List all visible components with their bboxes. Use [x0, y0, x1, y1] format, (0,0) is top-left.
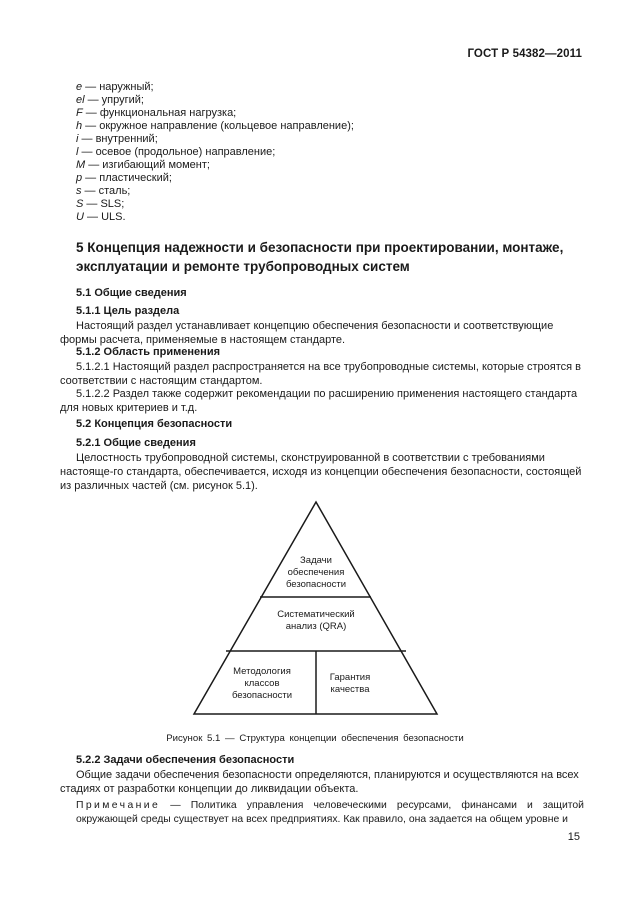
- section-5-1-1-text: Настоящий раздел устанавливает концепцию обеспечения безопасности и соответствующие формы расчета, применяемые в настоящем стандарте.: [60, 320, 554, 346]
- section-5-1-2-heading: 5.1.2 Область применения: [76, 346, 220, 358]
- pyramid-bottom-left-line: Методология: [233, 666, 291, 677]
- symbol-item: el — упругий;: [76, 94, 144, 106]
- section-5-1-1-heading: 5.1.1 Цель раздела: [76, 305, 180, 317]
- pyramid-bottom-right-line: качества: [330, 684, 370, 695]
- section-5-1-2-2-text: 5.1.2.2 Раздел также содержит рекомендации по расширению применения настоящего стандарта для новых критериев и т.д.: [60, 388, 578, 414]
- section-5-2-1-text: Целостность трубопроводной системы, сконструированной в соответствии с требованиями настояще-го стандарта, обеспечивается, исходя из концепции обеспечения безопасности, состоящей из различных частей (см. рисунок 5.1).: [60, 452, 582, 492]
- section-5-1-2-1-text: 5.1.2.1 Настоящий раздел распространяется на все трубопроводные системы, которые строятся в соответствии с настоящим стандартом.: [60, 361, 581, 387]
- symbol-item: U — ULS.: [76, 211, 126, 223]
- symbol-item: l — осевое (продольное) направление;: [76, 146, 276, 158]
- pyramid-bottom-left-line: классов: [244, 678, 280, 689]
- section-5-2-heading: 5.2 Концепция безопасности: [76, 418, 233, 430]
- note-paragraph: [76, 799, 584, 827]
- pyramid-middle-line: анализ (QRA): [285, 621, 347, 632]
- figure-caption: Рисунок 5.1 — Структура концепции обеспечения безопасности: [166, 733, 464, 744]
- symbol-item: s — сталь;: [76, 185, 131, 197]
- document-header: ГОСТ Р 54382—2011: [467, 48, 582, 60]
- section-5-heading: 5 Концепция надежности и безопасности при проектировании, монтаже, эксплуатации и ремонте трубопроводных систем: [76, 240, 564, 274]
- section-5-2-2-heading: 5.2.2 Задачи обеспечения безопасности: [76, 754, 295, 766]
- page-number: 15: [567, 831, 580, 843]
- symbol-item: M — изгибающий момент;: [76, 159, 210, 171]
- pyramid-top-line: безопасности: [285, 579, 347, 590]
- symbol-item: S — SLS;: [76, 198, 125, 210]
- symbol-item: h — окружное направление (кольцевое направление);: [76, 120, 354, 132]
- pyramid-top-line: обеспечения: [287, 567, 345, 578]
- symbol-item: i — внутренний;: [76, 133, 158, 145]
- section-5-2-2-text: Общие задачи обеспечения безопасности определяются, планируются и осуществляются на всех стадиях от разработки концепции до ликвидации объекта.: [60, 769, 579, 795]
- section-5-1-heading: 5.1 Общие сведения: [76, 287, 187, 299]
- symbol-item: p — пластический;: [76, 172, 172, 184]
- symbol-item: F — функциональная нагрузка;: [76, 107, 237, 119]
- symbol-item: e — наружный;: [76, 81, 154, 93]
- pyramid-top-line: Задачи: [300, 555, 332, 566]
- pyramid-bottom-left-line: безопасности: [231, 690, 293, 701]
- note-text: — Политика управления человеческими ресурсами, финансами и защитой окружающей среды существует на всех предприятиях. Как правило, она задается на общем уровне и: [76, 800, 584, 825]
- pyramid-bottom-right-line: Гарантия: [329, 672, 371, 683]
- section-5-2-1-heading: 5.2.1 Общие сведения: [76, 437, 196, 449]
- pyramid-middle-line: Систематический: [277, 609, 355, 620]
- note-label: Примечание: [76, 800, 161, 811]
